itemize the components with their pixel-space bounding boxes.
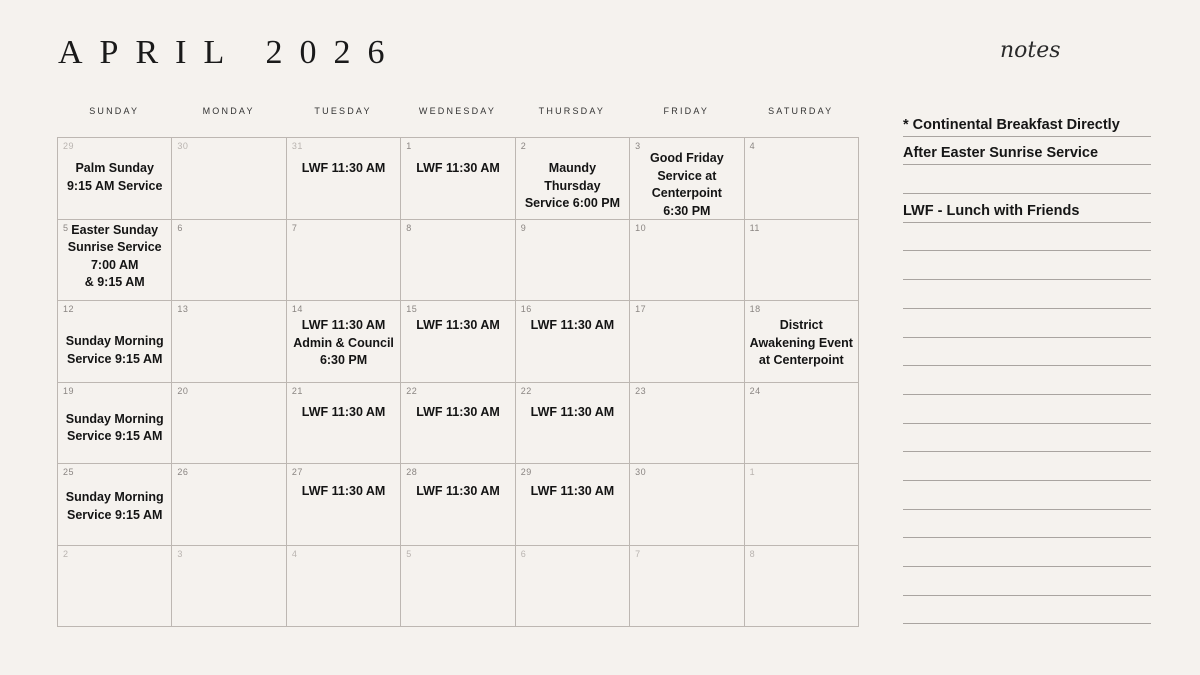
day-cell[interactable] [516,383,630,465]
day-cell[interactable] [287,546,401,628]
event-text: LWF 11:30 AM [301,484,386,498]
day-number: 26 [177,467,189,477]
day-number: 15 [406,304,418,314]
day-number: 4 [749,141,756,151]
day-cell[interactable] [58,464,172,546]
day-number: 25 [63,467,75,477]
event-text: LWF 11:30 AM [530,484,615,498]
event-text: Easter Sunday Sunrise Service 7:00 AM & 9:15 AM [67,222,162,289]
day-number: 18 [749,304,761,314]
day-cell[interactable] [516,301,630,383]
note-line[interactable]: LWF - Lunch with Friends [903,194,1151,223]
event-text: LWF 11:30 AM [416,161,500,175]
day-cell[interactable] [516,220,630,302]
notes-heading: notes [1000,38,1061,63]
note-line[interactable] [903,567,1151,596]
day-cell[interactable] [630,383,744,465]
day-number: 30 [177,141,189,151]
day-number: 13 [177,304,189,314]
day-number: 7 [635,548,641,559]
event-text: Sunday Morning Service 9:15 AM [65,334,164,366]
event-text: Good Friday Service at Centerpoint 6:30 PM [650,151,724,218]
event-text: LWF 11:30 AM [416,484,500,498]
day-cell[interactable] [630,464,744,546]
event-text: LWF 11:30 AM [416,318,500,332]
day-cell[interactable] [172,138,286,220]
weekday-label: SATURDAY [768,106,834,116]
day-cell[interactable] [516,464,630,546]
day-cell[interactable] [287,464,401,546]
note-line[interactable] [903,424,1151,453]
weekday-header-row [57,106,858,116]
note-line[interactable] [903,165,1151,194]
day-number: 28 [406,467,418,477]
day-cell[interactable] [287,383,401,465]
day-number: 27 [291,467,303,477]
weekday-label: FRIDAY [663,106,710,116]
day-number: 6 [177,222,183,233]
day-cell[interactable] [401,383,515,465]
day-cell[interactable] [401,138,515,220]
day-number: 19 [63,385,75,396]
day-number: 8 [406,222,412,233]
day-number: 3 [177,548,183,559]
day-number: 17 [635,304,647,314]
weekday-label: SUNDAY [89,106,140,116]
day-cell[interactable] [516,546,630,628]
day-number: 23 [635,385,647,396]
note-line[interactable] [903,309,1151,338]
day-cell[interactable] [287,220,401,302]
weekday-label: MONDAY [202,106,255,116]
day-number: 22 [520,385,532,396]
day-cell[interactable] [745,138,859,220]
note-line[interactable] [903,395,1151,424]
day-cell[interactable] [745,383,859,465]
day-cell[interactable] [172,220,286,302]
day-cell[interactable] [630,220,744,302]
day-number: 10 [635,222,647,233]
day-number: 1 [749,467,756,477]
weekday-label: THURSDAY [538,106,606,116]
day-number: 3 [635,141,641,151]
note-line[interactable] [903,338,1151,367]
note-line[interactable] [903,538,1151,567]
day-cell[interactable] [58,546,172,628]
note-line[interactable] [903,510,1151,539]
day-number: 29 [63,141,75,151]
day-number: 7 [291,222,298,233]
day-number: 24 [749,385,761,396]
day-cell[interactable] [630,138,744,220]
day-cell[interactable] [287,138,401,220]
event-text: Maundy Thursday Service 6:00 PM [524,161,621,210]
note-line[interactable] [903,452,1151,481]
day-cell[interactable] [401,220,515,302]
day-number: 31 [291,141,303,151]
note-line[interactable]: * Continental Breakfast Directly [903,108,1151,137]
day-number: 4 [291,548,298,559]
day-number: 9 [520,222,527,233]
day-cell[interactable] [58,301,172,383]
day-cell[interactable] [745,546,859,628]
weekday-label: WEDNESDAY [418,106,497,116]
day-cell[interactable] [630,301,744,383]
event-text: Sunday Morning Service 9:15 AM [65,490,164,522]
day-cell[interactable] [287,301,401,383]
note-line[interactable] [903,280,1151,309]
note-line[interactable] [903,481,1151,510]
day-cell[interactable] [58,383,172,465]
day-cell[interactable] [58,220,172,302]
day-cell[interactable] [172,464,286,546]
day-number: 6 [520,548,527,559]
event-text: LWF 11:30 AM [530,404,615,419]
weekday-label: TUESDAY [314,106,372,116]
note-line[interactable] [903,251,1151,280]
day-cell[interactable] [172,546,286,628]
notes-panel [903,108,1151,624]
day-number: 21 [291,385,303,396]
day-number: 5 [63,222,69,233]
event-text: LWF 11:30 AM [301,161,386,175]
day-cell[interactable] [172,383,286,465]
day-number: 1 [406,141,412,151]
day-number: 29 [520,467,532,477]
day-cell[interactable] [745,301,859,383]
day-cell[interactable] [401,464,515,546]
day-cell[interactable] [172,301,286,383]
day-number: 2 [520,141,527,151]
event-text: LWF 11:30 AM [301,404,386,419]
day-cell[interactable] [516,138,630,220]
note-line[interactable] [903,596,1151,625]
day-number: 2 [63,548,69,559]
event-text: LWF 11:30 AM [416,404,500,419]
day-cell[interactable] [745,220,859,302]
day-number: 22 [406,385,418,396]
day-number: 8 [749,548,756,559]
day-cell[interactable] [58,138,172,220]
day-number: 16 [520,304,532,314]
day-number: 20 [177,385,189,396]
event-text: Palm Sunday 9:15 AM Service [66,161,163,193]
day-cell[interactable] [745,464,859,546]
day-number: 30 [635,467,647,477]
day-cell[interactable] [401,546,515,628]
note-line[interactable] [903,223,1151,252]
day-number: 11 [749,222,760,233]
event-text: LWF 11:30 AM [530,318,615,332]
day-number: 5 [406,548,412,559]
note-line[interactable]: After Easter Sunrise Service [903,137,1151,166]
event-text: District Awakening Event at Centerpoint [749,318,853,367]
calendar-title: APRIL 2026 [58,34,402,71]
day-cell[interactable] [401,301,515,383]
event-text: LWF 11:30 AM Admin & Council 6:30 PM [293,318,394,367]
event-text: Sunday Morning Service 9:15 AM [65,411,164,443]
note-line[interactable] [903,366,1151,395]
calendar-grid [57,137,859,627]
day-cell[interactable] [630,546,744,628]
day-number: 12 [63,304,75,314]
day-number: 14 [291,304,303,314]
